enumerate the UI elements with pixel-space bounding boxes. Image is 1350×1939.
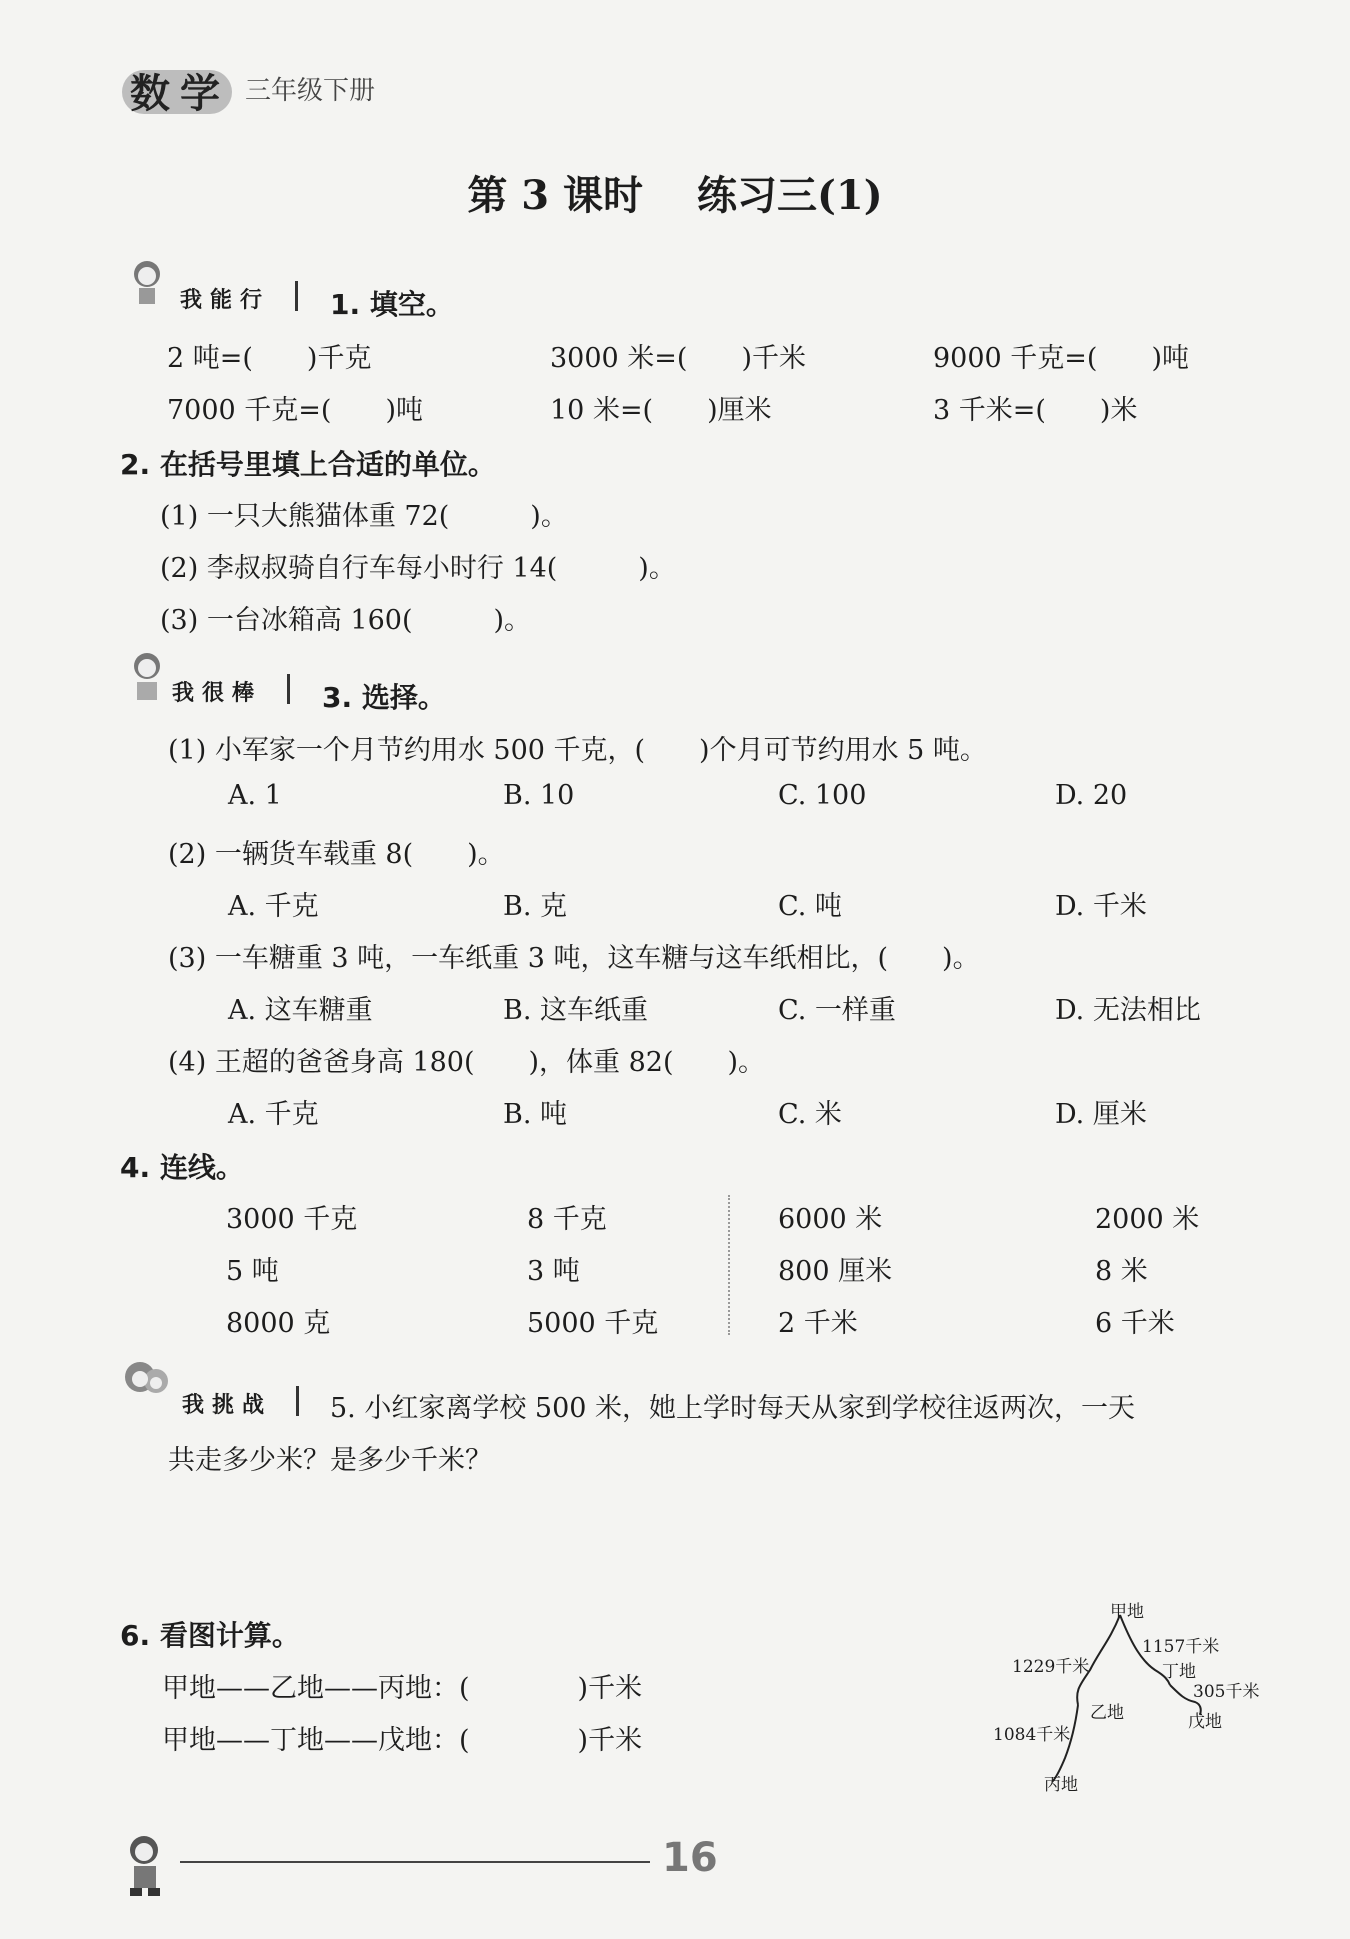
q4-label: 4. 连线。 — [120, 1151, 244, 1184]
q1-item: 7000 千克=( )吨 — [167, 395, 423, 426]
badge-divider — [295, 281, 298, 311]
header-grade: 三年级下册 — [245, 76, 376, 106]
page-number: 16 — [662, 1835, 718, 1881]
map-label-jia: 甲地 — [1110, 1602, 1144, 1622]
q3-option: D. 无法相比 — [1055, 995, 1201, 1026]
q4-item: 6 千米 — [1095, 1308, 1175, 1339]
map-label-wu: 戊地 — [1188, 1712, 1222, 1732]
q2-item: (3) 一台冰箱高 160( )。 — [160, 605, 532, 636]
page-title — [0, 164, 1350, 221]
q4-item: 800 厘米 — [778, 1256, 893, 1287]
q3-option: C. 米 — [778, 1099, 842, 1130]
q4-item: 5 吨 — [226, 1256, 279, 1287]
q3-option: B. 克 — [503, 891, 568, 922]
q3-option: B. 这车纸重 — [503, 995, 649, 1026]
q4-item: 8 千克 — [527, 1204, 607, 1235]
header-subject: 数学 — [130, 71, 230, 117]
map-label-ding: 丁地 — [1162, 1662, 1196, 1682]
badge-wo-tiao-zhan: 我挑战 — [182, 1393, 273, 1418]
map-label-d2: 1157千米 — [1142, 1637, 1220, 1657]
q1-item: 3000 米=( )千米 — [550, 343, 806, 374]
q3-option: A. 1 — [228, 780, 282, 811]
q1-label: 1. 填空。 — [330, 288, 454, 321]
mascot-icon — [120, 1355, 175, 1410]
footer-rule — [180, 1861, 650, 1863]
map-label-yi: 乙地 — [1090, 1703, 1124, 1723]
q3-option: D. 千米 — [1055, 891, 1147, 922]
q3-stem: (2) 一辆货车载重 8( )。 — [168, 839, 505, 870]
q3-option: C. 100 — [778, 780, 867, 811]
q3-stem: (3) 一车糖重 3 吨，一车纸重 3 吨，这车糖与这车纸相比，( )。 — [168, 943, 980, 974]
q4-item: 8000 克 — [226, 1308, 331, 1339]
q4-item: 3 吨 — [527, 1256, 580, 1287]
q4-item: 3000 千克 — [226, 1204, 358, 1235]
q1-item: 9000 千克=( )吨 — [933, 343, 1189, 374]
q3-option: A. 千克 — [228, 1099, 319, 1130]
q1-item: 2 吨=( )千克 — [167, 343, 372, 374]
map-label-d4: 1084千米 — [993, 1725, 1071, 1745]
q3-option: B. 10 — [503, 780, 575, 811]
q4-item: 2 千米 — [778, 1308, 858, 1339]
map-label-d1: 1229千米 — [1012, 1657, 1090, 1677]
q2-label: 2. 在括号里填上合适的单位。 — [120, 448, 496, 481]
q5-line: 共走多少米？是多少千米？ — [168, 1445, 492, 1476]
q6-row: 甲地——丁地——戊地：( )千米 — [162, 1725, 643, 1756]
q3-option: C. 吨 — [778, 891, 842, 922]
badge-wo-neng-xing: 我能行 — [180, 288, 271, 313]
q3-stem: (1) 小军家一个月节约用水 500 千克，( )个月可节约用水 5 吨。 — [168, 735, 987, 766]
q3-option: D. 厘米 — [1055, 1099, 1147, 1130]
lesson-name: 练习三(1) — [696, 172, 883, 219]
mascot-icon — [125, 650, 169, 705]
q3-stem: (4) 王超的爸爸身高 180( )，体重 82( )。 — [168, 1047, 766, 1078]
q3-option: A. 这车糖重 — [228, 995, 373, 1026]
q2-item: (1) 一只大熊猫体重 72( )。 — [160, 501, 568, 532]
q5-line: 5. 小红家离学校 500 米，她上学时每天从家到学校往返两次，一天 — [330, 1393, 1136, 1424]
q3-option: C. 一样重 — [778, 995, 896, 1026]
map-label-d3: 305千米 — [1193, 1682, 1260, 1702]
badge-divider — [296, 1386, 299, 1416]
q2-item: (2) 李叔叔骑自行车每小时行 14( )。 — [160, 553, 676, 584]
footer-mascot-icon — [120, 1830, 175, 1900]
q3-option: D. 20 — [1055, 780, 1128, 811]
q4-divider — [728, 1195, 730, 1335]
q4-item: 8 米 — [1095, 1256, 1148, 1287]
q1-item: 3 千米=( )米 — [933, 395, 1138, 426]
q6-label: 6. 看图计算。 — [120, 1619, 300, 1652]
q3-label: 3. 选择。 — [322, 681, 446, 714]
q4-item: 2000 米 — [1095, 1204, 1200, 1235]
map-label-bing: 丙地 — [1044, 1775, 1078, 1795]
q4-item: 6000 米 — [778, 1204, 883, 1235]
lesson-number: 第 3 课时 — [467, 172, 644, 219]
badge-divider — [287, 674, 290, 704]
mascot-icon — [125, 258, 169, 308]
q4-item: 5000 千克 — [527, 1308, 659, 1339]
q3-option: B. 吨 — [503, 1099, 568, 1130]
q1-item: 10 米=( )厘米 — [550, 395, 772, 426]
q3-option: A. 千克 — [228, 891, 319, 922]
q6-row: 甲地——乙地——丙地：( )千米 — [162, 1673, 643, 1704]
badge-wo-hen-bang: 我很棒 — [172, 681, 263, 706]
